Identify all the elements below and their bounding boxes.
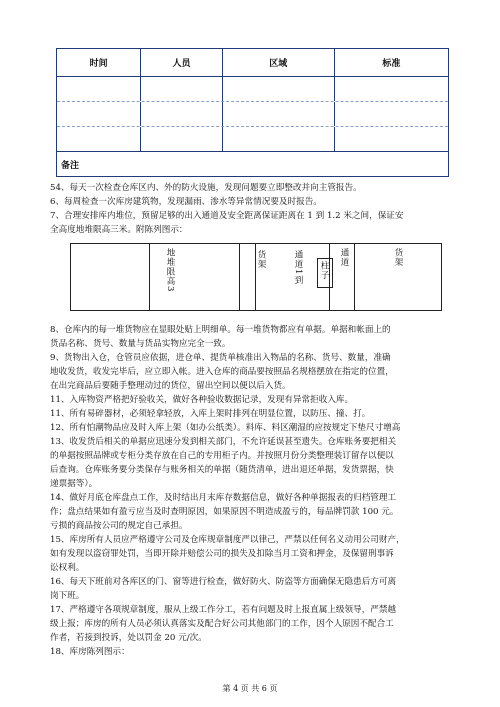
- paragraph-15-line2: 如有发现以盗窃罪处罚，当即开除并赔偿公司的损失及扣除当月工资和押金，及保留刑事诉: [50, 549, 394, 559]
- paragraph-16-line2: 岗下班。: [50, 591, 85, 601]
- paragraph-54: 54、每天一次检查仓库区内、外的防火设施，发现问题要立即整改并向主管报告。: [50, 183, 362, 193]
- aisle-label-2: 通道: [339, 248, 349, 267]
- paragraph-13-line2: 的单据按照品牌或专柜分类存放在自己的专用柜子内。并按照月份分类整理装订留存以便以: [50, 451, 394, 461]
- paragraph-12: 12、所有怕潮物品应及时入库上架（如办公纸类）。料库、料区潮湿的应按规定下垫尺寸增高: [50, 423, 401, 433]
- note-label: 备注: [61, 160, 80, 171]
- paragraph-16-line1: 16、每天下班前对各库区的门、窗等进行检查，做好防火、防盗等方面确保无隐患后方可离: [50, 577, 397, 587]
- paragraph-14-line3: 亏损的商品按公司的规定自己承担。: [50, 521, 188, 531]
- paragraph-9-line2: 地收发货，收发完毕后，应立即入帐。进入仓库的商品要按照品名规格摆放在指定的位置，: [50, 367, 394, 377]
- paragraph-14-line2: 作；盘点结果如有盈亏应当及时查明原因，如果原因不明造成盈亏的，每品牌罚款 100 元。: [50, 507, 399, 517]
- paragraph-6: 6、每周检查一次库房建筑物，发现漏雨、渗水等异常情况要及时报告。: [50, 197, 322, 207]
- paragraph-13-line3: 后查询。仓库账务要分类保存与账务相关的单据（随货清单，进出退还单据，发货票据，快: [50, 465, 394, 475]
- paragraph-8-line2: 货品名称、货号、数量与货品实物应完全一致。: [50, 339, 231, 349]
- table-row: [57, 127, 448, 152]
- table-row: [57, 102, 448, 127]
- pillar-label: 柱子: [319, 261, 329, 280]
- paragraph-9-line3: 在出完商品后要随手整理动过的货位，留出空间以便以后入货。: [50, 381, 291, 391]
- table-row: [57, 77, 448, 102]
- paragraph-7-line2: 全高度地堆限高三米。附陈列图示：: [50, 225, 188, 235]
- page-footer: 第 4 页 共 6 页: [222, 684, 278, 693]
- paragraph-15-line1: 15、库房所有人员应严格遵守公司及仓库规章制度严以律己，严禁以任何名义动用公司财产，: [50, 535, 405, 545]
- aisle-label: 通道1到: [293, 250, 303, 285]
- paragraph-11b: 11、所有易碎器材，必须轻拿轻放，入库上架时排列在明显位置，以防压、撞、打。: [50, 409, 371, 419]
- paragraph-14-line1: 14、做好月底仓库盘点工作，及时结出月末库存数据信息，做好各种单据报表的归档管理工: [50, 493, 397, 503]
- header-area: 区域: [223, 49, 335, 76]
- shelf-label-left: 货架: [256, 250, 266, 269]
- paragraph-8-line1: 8、仓库内的每一堆货物应在显眼处贴上明细单。每一堆货物都应有单据。单据和帐面上的: [50, 325, 391, 335]
- paragraph-17-line3: 作者，若接到投诉，处以罚金 20 元/次。: [50, 633, 207, 643]
- paragraph-9-line1: 9、货物出入仓，仓管员应依据，进仓单、提货单核准出入物品的名称、货号、数量，准确: [50, 353, 391, 363]
- header-time: 时间: [57, 49, 141, 76]
- note-row: [57, 152, 448, 176]
- paragraph-18: 18、库房陈列图示：: [50, 647, 130, 657]
- header-standard: 标准: [382, 59, 401, 69]
- header-personnel: 人员: [141, 49, 222, 76]
- inspection-table: [56, 48, 449, 177]
- table-header: [57, 49, 448, 77]
- paragraph-13-line4: 递票据等）。: [50, 479, 98, 489]
- paragraph-15-line3: 讼权利。: [50, 563, 85, 573]
- paragraph-17-line1: 17、严格遵守各项规章制度，服从上级工作分工，若有问题及时上报直属上级领导，严禁越: [50, 605, 397, 615]
- paragraph-7-line1: 7、合理安排库内堆位，预留足够的出入通道及安全距离保证距离在 1 到 1.2 米之间，保证安: [50, 211, 404, 221]
- floor-stack-label: 地堆限高3: [165, 248, 175, 293]
- paragraph-17-line2: 级上报；库房的所有人员必须认真落实及配合好公司其他部门的工作，因个人原因不配合工: [50, 619, 394, 629]
- storage-layout-diagram: [70, 243, 442, 311]
- paragraph-11: 11、入库物资严格把好验收关，做好各种验收数据记录，发现有异常拒收入库。: [50, 395, 354, 405]
- paragraph-13-line1: 13、收发货后相关的单据应迅速分发到相关部门，不允许延误甚至遗失。仓库账务要把相关: [50, 437, 397, 447]
- shelf-label-right: 货架: [393, 248, 403, 267]
